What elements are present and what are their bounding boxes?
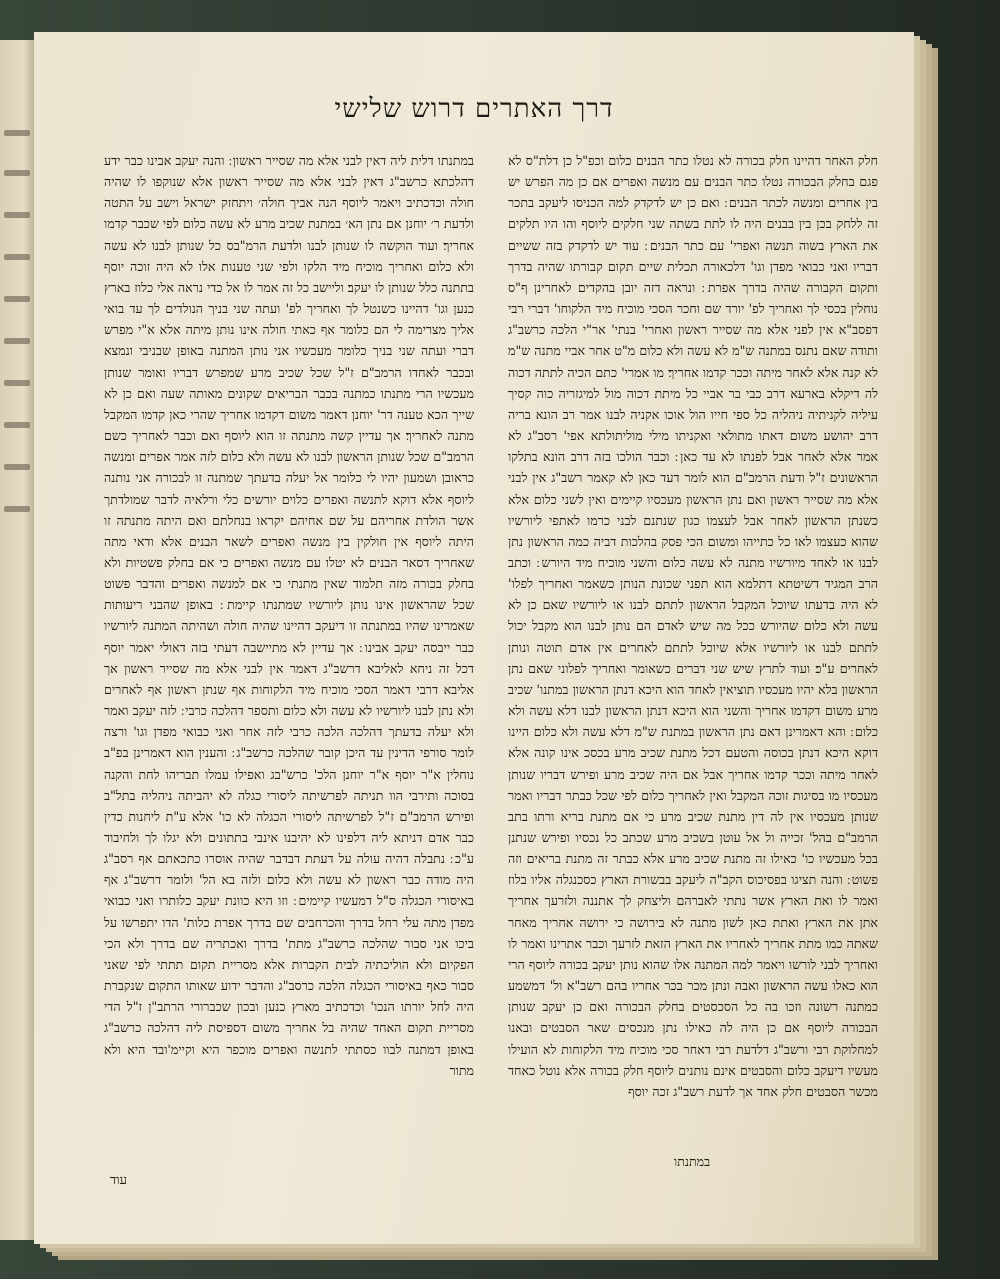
right-column-text: חלק האחר דהיינו חלק בכורה לא נטלו כתר הבנים כלום וכפ"ל כן דלת"ס לא פגם בחלק הבכורה נטלו כתר הבנים עם מנשה ואפרים אם כן מה הפרש יש בין אחרים ומנשה לכתר הבנים ׃ ואם כן יש לדקדק למה הכניסו ליעקב בתכר זה ללחק בכן בין בבנים היה לו לתת בשתה שני חלקים ליוסף והו היו תלקים את הארץ בשוה תנשה ואפרי' עם כתר הבנים ׃ עוד יש לדקדק בזה ששיים דבריו ואני כבואי מפדן וגו' דלכאורה תכלית שיים תקום קבורתו שהיה בדרך ותקום הקבורה שהיה בדרך אפרת ׃ ונראה דזה יובן בהקדים לאחרינן ף"ס נוחלין בכסי לך ואחריך לפ' יורד שם וחכר הסכי מוכיח מיד הלקוחו' דברי רבי דפסב"א אין לפני אלא מה שסייר ראשון ואחרי' בנתי' אר"י הלכה כרשב"ג ותודה שאם נתנס במתנה ש"מ לא עשה ולא כלום מ"ט אחר אביי מתנה ש"מ לא קנה אלא לאחר מיתה וככר קדמו אחריך׃ מו אמרי' כתם הכיה לתתה דכוה לה דיקלא בארעא דרב כבי בר אביי כל מיתת דכוה מול למיגזריה כוה קסיך עיליה לקניתיה ניהליה כל ספי חייו הול אוכו אקניה לבנו אמר רב הונא בריה דרב יהושע משום דאתו מתולאי ואקניתו מילי מוליתולתא אפי' רסב"ג לא אמר אלא לאחר אבל לפנתו לא עד כאן ׃ וכבר הולכו בזה דרב הונא בתלקו הראשונים ז"ל ודעת הרמב"ם הוא לומר דעד כאן לא קאמר רשב"ג אין לבני אלא מה שסייר ראשון ואם נתן הראשון מעכסיו קיימים ואין לשני כלום אלא כשנתן הראשון לאחר אבל לעצמו כגון שנתנם לבני כרמו לאתפי ליורשיו שהוא כעצמו לאו כל כתייהו ומשום הכי פסק בהלכות דביה כמה הראשון נתן לבנו או לאחד מיורשיו מתנה לא עשה כלום והשני מוכיח מיד היורש ׃ וכתב הרב המגיד דשיטתא דתלמא הוא תפני שכונת הנותן כשאמר ואחריך לפלו' לא היה בדעתו שיוכל המקבל הראשון לתתם לבנו או ליורשיו שאם כן לא עשה ולא כלום שהיורש ככל מה שיש לאדם הם נותן לבנו הוא מקבל יכול לתתם לבנו או ליורשיו אלא שיוכל לתתם לאחרים אין אדם תוטה ונותן לאחרים ע"כ׃ ועוד לתרץ שיש שני דברים כשאומר ואחריך לפלוני שאם נתן הראשון בלא יהיו מעכסיו תוציאין לאחד הוא היכא דנתן הראשון במתנו' שכיב מרע משום דקדמו אחריך והשני הוא היכא דנתן הראשון לבנו דלא עשה ולא כלום ׃ והא דאמרינן דאם נתן הראשון במתנת ש"מ דלא עשה ולא כלום היינו דוקא היכא דנתן בכוסה והטעם דכל מתנת שכיב מרע בכסכ אינו קונה אלא לאחר מיתה וככר קדמו אחריך אבל אם היה שכיב מרע ופירש דבריו שנותן מעכסיו מו בסיגות זוכה המקבל ואין לאחריך כלום לפי שכל כבתר דבריו ואמר שנותן מעכסיו אין לה דין מתנת שכיב מרע כי אם מתנת בריא ורתו בתב הרמב"ם בהל' זכייה ול אל עוטן בשכיב מרע שכתב כל נכסיו ופירש שנתנן בכל מעכשיו כו' כאילו זה מתנת שכיב מרע אלא כבתר זה מתנת בריאים וזה פשוט ׃ והנה תציגו בפסיכוס הקב"ה ליעקב בבשורת הארץ כסכנגלה אליו בלוז ואמר לו ואת הארץ אשר נתתי לאברהם וליצחק לך אתננה ולזרעך אחריך אתן את הארץ ואתת כאן לשון מתנה לא בירושה כי ירושה אחריך מאחר שאתה כמו מתת אחריך לאחריו את הארץ הזאת לזרעך וכבר אתרינו ואמר לו ואחריך לבני לורשו ויאמר למה המתנה אלו שהוא נותן יעקב בכורה ליוסף הרי הוא כאלו עשה הראשון ואבה ונתן מכר בכר אחריו בהם רשב"א ול' דמשמע כמתנה רשונה וזכו בה כל הסכסטים בחלק הבכורה ואם כן יעקב שנותן הבכורה ליוסף אם כן היה לה כאילו נתן מנכסים שאר הסבטים ובאנו למחלוקת רבי ורשב"ג דלדעת רבי דאחר סכי מוכיח מיד הלקוחות לא הועילו מעשיו דיעקב כלום והסבטים אינם נותנים ליוסף חלק בכורה אלא נוטל כאחד מכשר הסבטים חלק אחד אך לדעת רשב"ג זכה יוסף xyxy=(508,153,878,1099)
text-column-right xyxy=(508,150,878,1190)
left-column-text: במתנתו דלית ליה דאין לבני אלא מה שסייר ראשון ׃ והנה יעקב אבינו כבר ידע דהלכתא כרשב"ג דאין לבני אלא מה שסייר ראשון אלא שנוקפו לו שהיה חולה וכדכתיב ויאמר ליוסף הנה אביך חולה׳ ויתחזק ישראל וישב על התטה ולדעת ר׳ יוחנן אם נתן הא׳ במתנת שכיב מרע לא עשה כלום לפי שכבר קדמו אחריך׃ ועוד הוקשה לו שנותן לבנו ולדעת הרמ"בס כל שנותן לבנו לא עשה ולא כלום ואחריך מוכיח מיד הלקו ולפי שני טענות אלו לא היה זוכה יוסף בתתנה כלל שנותן לו יעקב׃ וליישב כל זה אמר לו אל כדי נראה אלי כלוז בארץ כנען וגו' דהיינו כשנטל לך ואחריך לפ' ועתה שני בניך הנולדים לך עד בואי אליך מצרימה לי הם כלומר אף כאתי חולה אינו נותן מיתה אלא א"י מפרש דברי ועתה שני בניך כלומר מעכשיו אני נותן המתנה באופן שבניבי ונמצא ובכבר לאחדו הרמב"ם ז"ל שכל שכיב מרע שמפרש דבריו ואומר שנותן מעכשיו הרי מתנתו כמתנה בכבר הבריאים שקונים מאותה שעה ואם כן לא שייך הכא טענה דר' יוחנן דאמר משום דקדמו אחריך שהרי כאן קדמו המקבל מתנה לאחריך׃ אך עדיין קשה מתנתה זו הוא ליוסף ואם וכבר לאחריך כשם הרמב"ם שכל שנותן הראשון לבנו לא עשה ולא כלום לזה אמר אפרים ומנשה כראובן ושמעון יהיו לי כלומר אל יעלה בדעתך שמתנה זו לבכורה אני נותנה ליוסף אלא דוקא לתנשה ואפרים כלוים יורשים כלי ורלאיה לדבר שמולדתך אשר הולדת אחריהם על שם אחיהם יקראו בנחלתם ואם היתה מתנתה זו היתה ליוסף אין חולקין בין מנשה ואפרים לשאר הבנים אלא ודאי מתה שאחריך דסאר הבנים לא יטלו עם מנשה ואפרים כי אם בחלק פשטיות ולא בחלק בכורה מזה תלמוד שאין מתנתי כי אם למנשה ואפרים והדבר פשוט שכל שהראשון אינו נותן ליורשיו שמתנתו קיימת ׃ באופן שהבני ריעותות שאמרינו שהיו במתנתה זו דיעקב דהיינו שהיה חולה ושהיתה המתנה ליורשיו כבר ייבסה יעקב אבינו ׃ אך עדיין לא מתיישבה דעתי בזה דאולי יאמר יוסף דכל זה ניחא לאליבא דרשב"ג דאמר אין לבני אלא מה שסייר ראשון אך אליבא דרבי דאמר הסכי מוכיח מיד הלקוחות אף שנתן ראשון אף לאחרים ולא נתן לבנו ליורשיו לא עשה ולא כלום ותספר דהלכה כרבי ׃ לזה יעקב ואמר ולא יעלה בדעתך דהלכה הלכה כרבי לזה אחר ואני כבואי מפדן וגו' ורצה לומר סורפי הדינין עד היכן קובר שהלכה כרשב"ג ׃ והענין הוא דאמרינן בפ"ב נוחלין א"ר יוסף א"ר יוחנן הלכ' כרש"בג ואפילו עמלו תבריהו לחת והקנה בסוכה ותירבי הוו תניתה לפרשיתה ליסורי כגלה לא יהביתה ניהליה בתל"ב ופירש הרמב"ם ז"ל לפרשיתה ליסורי הכגלה לא כו' אלא ע"ת ליחנות כדין כבר אדם דניתא ליה דלפינו לא יהיבנו אינבי בתתונים ולא יגלו לך ולחיבוד ע"כ ׃ נתבלה דהיה עולה על דעתת דבדבר שהיה אוסרו כתכאתם אף רסב"ג היה מודה כבר ראשון לא עשה ולא כלום ולזה בא הל' ולומר דרשב"ג אף באיסורי הכגלה ס"ל דמעשיו קיימים ׃ וזו היא כוונת יעקב כלותרו ואני כבואי מפדן מתה עלי רחל בדרך והכרחבים שם בדרך אפרת כלות' הדו יתפרשו על ביכו אני סבור שהלכה כרשב"ג מתת' בדרך ואכתריה שם בדרך ולא הכי הפקיום ולא הוליכתיה לבית הקברות אלא מסריית תקום תתתי לפי שאני סבור כאף באיסורי הכגלה הלכה כרסב"ג והדבר ידוע שאותו התקום שנקברת היה לחל יורתו הנכו' וכדכתיב מארץ כנען ובכון שכברורי הרתב"ן ז"ל הדי מסריית תקום האחד שהיה בל אחריך משום דספיסת ליה דהלכה כרשב"ג באופן דמתנה לבוו כסתתי לתנשה ואפרים מוכפר היא וקיימ'ובד היא ולא מתור xyxy=(104,153,474,1078)
right-column-last-word: במתנתו xyxy=(674,1154,711,1169)
previous-page-edge xyxy=(0,40,34,1240)
catchword: עוד xyxy=(110,1173,127,1188)
book-page xyxy=(34,32,914,1244)
running-title: דרך האתרים דרוש שלישי xyxy=(334,94,614,124)
text-column-left xyxy=(104,150,474,1190)
